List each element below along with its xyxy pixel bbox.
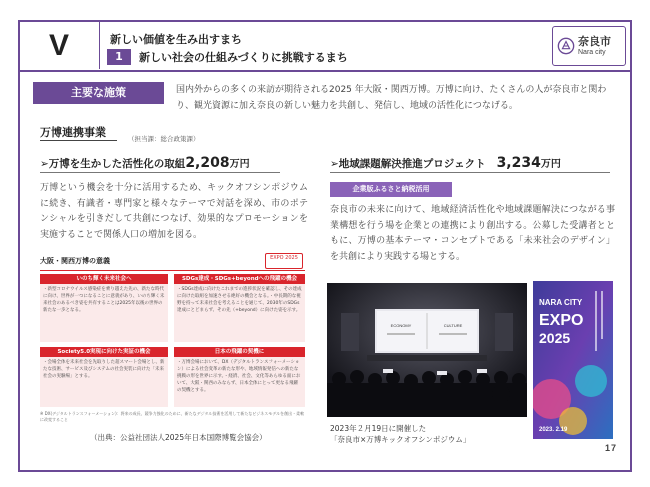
right-heading-text: ➢地域課題解決推進プロジェクト bbox=[330, 158, 486, 170]
infographic-footnote: ※ DX(デジタルトランスフォーメーション)：将来の成長、競争力強化のために、新たなデジタル技術を活用して新たなビジネスモデルを創出・柔軟に改変すること bbox=[40, 411, 305, 422]
left-section-text: 万博という機会を十分に活用するため、キックオフシンポジウムに続き、有識者・専門家と様々なテーマで対話を深め、市のポテンシャルを引きだして共創につなげ、効果的なプロモーションを実施することで関係人口の増加を図る。 bbox=[40, 183, 308, 240]
left-section-heading bbox=[40, 155, 250, 171]
section-subtitle bbox=[107, 48, 348, 66]
logo-name-en: Nara city bbox=[578, 49, 606, 56]
section-number: 1 bbox=[107, 49, 131, 65]
poster-line2: EXPO bbox=[539, 312, 584, 329]
expo-logo: EXPO 2025 bbox=[265, 253, 303, 269]
section-title: 新しい社会の仕組みづくりに挑戦するまち bbox=[139, 51, 348, 64]
chapter-title: 新しい価値を生み出すまち bbox=[110, 33, 242, 46]
left-amount: 2,208 bbox=[185, 155, 230, 171]
chapter-numeral: V bbox=[48, 29, 69, 62]
right-section-heading bbox=[330, 155, 561, 171]
header-divider bbox=[99, 22, 100, 69]
poster-line1: NARA CITY bbox=[539, 298, 583, 307]
infographic-box-body: ・新型コロナウイルス感染症を乗り越えた先の、新たな時代に向け、世界が一つになることに意義があり、いのち輝く未来社会のあるべき姿を共有することは2025年以後の世界の新たな一歩となる。 bbox=[40, 284, 168, 342]
business-underline bbox=[40, 140, 117, 141]
business-title: 万博連携事業 bbox=[40, 126, 106, 139]
infographic-box-body: ・SDGs達成に向けたこれまでの進捗状況を確認し、その達成に向けた取組を加速させる絶好の機会となる。・中長期的な視野を持って未来社会を考えることを通じて、2030年のSDGs達成にとどまらず、その先（+beyond）に向けた姿を示す。 bbox=[174, 284, 305, 342]
infographic-box-head: 日本の飛躍の契機に bbox=[174, 347, 305, 357]
left-heading-rule bbox=[40, 172, 280, 173]
logo-name-jp: 奈良市 bbox=[578, 35, 611, 48]
poster-image bbox=[533, 281, 613, 439]
business-charge: （担当課：総合政策課） bbox=[128, 135, 200, 143]
infographic-rule bbox=[40, 270, 305, 271]
nara-city-logo bbox=[552, 26, 626, 66]
expo-poster bbox=[533, 281, 613, 439]
screen-label-left: ECONOMY bbox=[390, 323, 412, 328]
left-unit: 万円 bbox=[229, 159, 250, 170]
right-heading-rule bbox=[330, 172, 610, 173]
deer-emblem-icon bbox=[557, 37, 575, 55]
infographic-box-body: ・万博会場において、DX（デジタルトランスフォーメーション）による社会変革の新たな形や、地域情報発信への新たな挑戦の形を世界に示す。・経済、社会、文化等あらゆる面において、大阪・関西のみならず、日本全体にとって更なる飛躍の契機とする。 bbox=[174, 357, 305, 407]
screen-label-right: CULTURE bbox=[443, 323, 463, 328]
page-number: 17 bbox=[605, 443, 618, 453]
poster-line3: 2025 bbox=[539, 330, 571, 346]
infographic-source: （出典：公益社団法人2025年日本国際博覧会協会） bbox=[90, 433, 267, 442]
funding-badge: 企業版ふるさと納税活用 bbox=[330, 182, 452, 197]
caption-line2: 「奈良市×万博キックオフシンポジウム」 bbox=[330, 435, 471, 444]
photo-caption bbox=[330, 423, 470, 445]
infographic-box-head: SDGs達成・SDGs+beyondへの飛躍の機会 bbox=[174, 274, 305, 284]
right-unit: 万円 bbox=[540, 159, 561, 170]
poster-date: 2023. 2.19 bbox=[539, 427, 568, 433]
infographic-title: 大阪・関西万博の意義 bbox=[40, 257, 110, 265]
infographic-box-body: ・会場全体を未来社会を先取りした超スマート会場とし、新たな技術、サービス及びシステムの社会実装に向けた「未来社会の実験場」とする。 bbox=[40, 357, 168, 407]
left-heading-text: ➢万博を生かした活性化の取組 bbox=[40, 158, 186, 170]
caption-line1: 2023年２月19日に開催した bbox=[330, 424, 427, 433]
symposium-photo bbox=[327, 283, 527, 417]
page-header bbox=[20, 22, 630, 71]
infographic-box-head: いのち輝く未来社会へ bbox=[40, 274, 168, 284]
symposium-scene-image bbox=[327, 283, 527, 417]
right-amount: 3,234 bbox=[496, 155, 541, 171]
header-rule bbox=[20, 70, 630, 72]
right-section-text: 奈良市の未来に向けて、地域経済活性化や地域課題解決につながる事業構想を行う場を企業との連携により創出する。公募した受講者とともに、万博の基本テーマ・コンセプトである「未来社会のデザイン」を共創により実践する場とする。 bbox=[330, 205, 615, 262]
main-policy-label: 主要な施策 bbox=[33, 82, 164, 104]
infographic-box-head: Society5.0実現に向けた実証の機会 bbox=[40, 347, 168, 357]
main-policy-text: 国内外からの多くの来訪が期待される2025 年大阪・関西万博。万博に向け、たくさんの人が奈良市と関わり、観光資源に加え奈良の新しい魅力を共創し、発信し、地域の活性化につなげる。 bbox=[176, 85, 607, 111]
expo-significance-infographic bbox=[40, 253, 305, 423]
